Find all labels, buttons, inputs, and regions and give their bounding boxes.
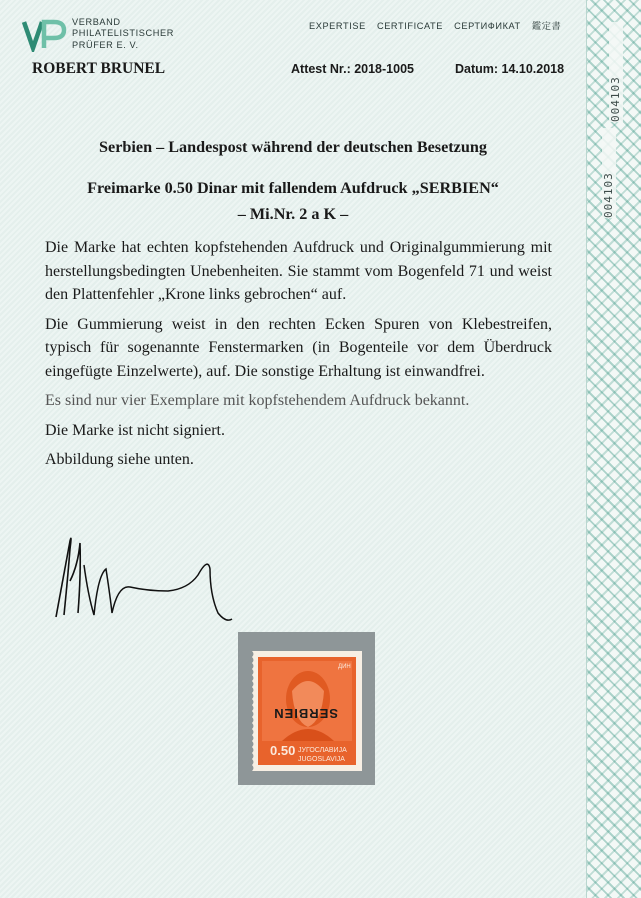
paragraph-description: Die Marke hat echten kopfstehenden Aufdruck und Originalgummierung mit herstellungsbedingten Unebenheiten. Sie stammt vom Bogenfeld 71 und weist den Plattenfehler „Krone links gebrochen“ auf. [45,239,552,303]
stamp-country-cyrillic: ЈУГОСЛАВИЈА [298,747,347,754]
handwritten-signature [48,535,238,625]
stamp-value: 0.50 [270,743,296,758]
stamp-illustration [238,632,375,785]
paragraph-illustration-note: Abbildung siehe unten. [45,451,194,468]
vp-logo-icon [22,18,68,52]
certificate-labels: EXPERTISE CERTIFICATE СЕРТИФИКАТ 鑑定書 [309,21,562,31]
stamp-title: Freimarke 0.50 Dinar mit fallendem Aufdruck „SERBIEN“ [87,179,499,197]
catalogue-number: – Mi.Nr. 2 a K – [237,205,349,223]
stamp-image [252,651,362,771]
certificate-body [45,236,552,478]
certificate-date: Datum: 14.10.2018 [455,62,565,76]
stamp-corner-label: ДИН [338,664,351,670]
issue-title: Serbien – Landespost während der deutschen Besetzung [99,138,487,156]
expert-name: ROBERT BRUNEL [32,60,166,77]
attest-number: Attest Nr.: 2018-1005 [291,62,414,76]
association-name: VERBAND PHILATELISTISCHER PRÜFER E. V. [72,17,174,50]
stamp-country-latin: JUGOSLAVIJA [298,756,345,763]
serial-number-lower: 004103 [602,128,616,218]
paragraph-condition: Die Gummierung weist in den rechten Ecken Spuren von Klebestreifen, typisch für sogenannte Fenstermarken (in Bogenteile vor dem Überdruck eingefügte Einzelwerte), auf. Die sonstige Erhaltung ist einwandfrei. [45,315,552,380]
security-border-strip [586,0,641,898]
paragraph-rarity: Es sind nur vier Exemplare mit kopfstehendem Aufdruck bekannt. [45,392,470,409]
stamp-overprint: SERBIEN [273,706,338,721]
serial-number-top: 004103 [609,22,623,122]
paragraph-signature-note: Die Marke ist nicht signiert. [45,421,225,439]
